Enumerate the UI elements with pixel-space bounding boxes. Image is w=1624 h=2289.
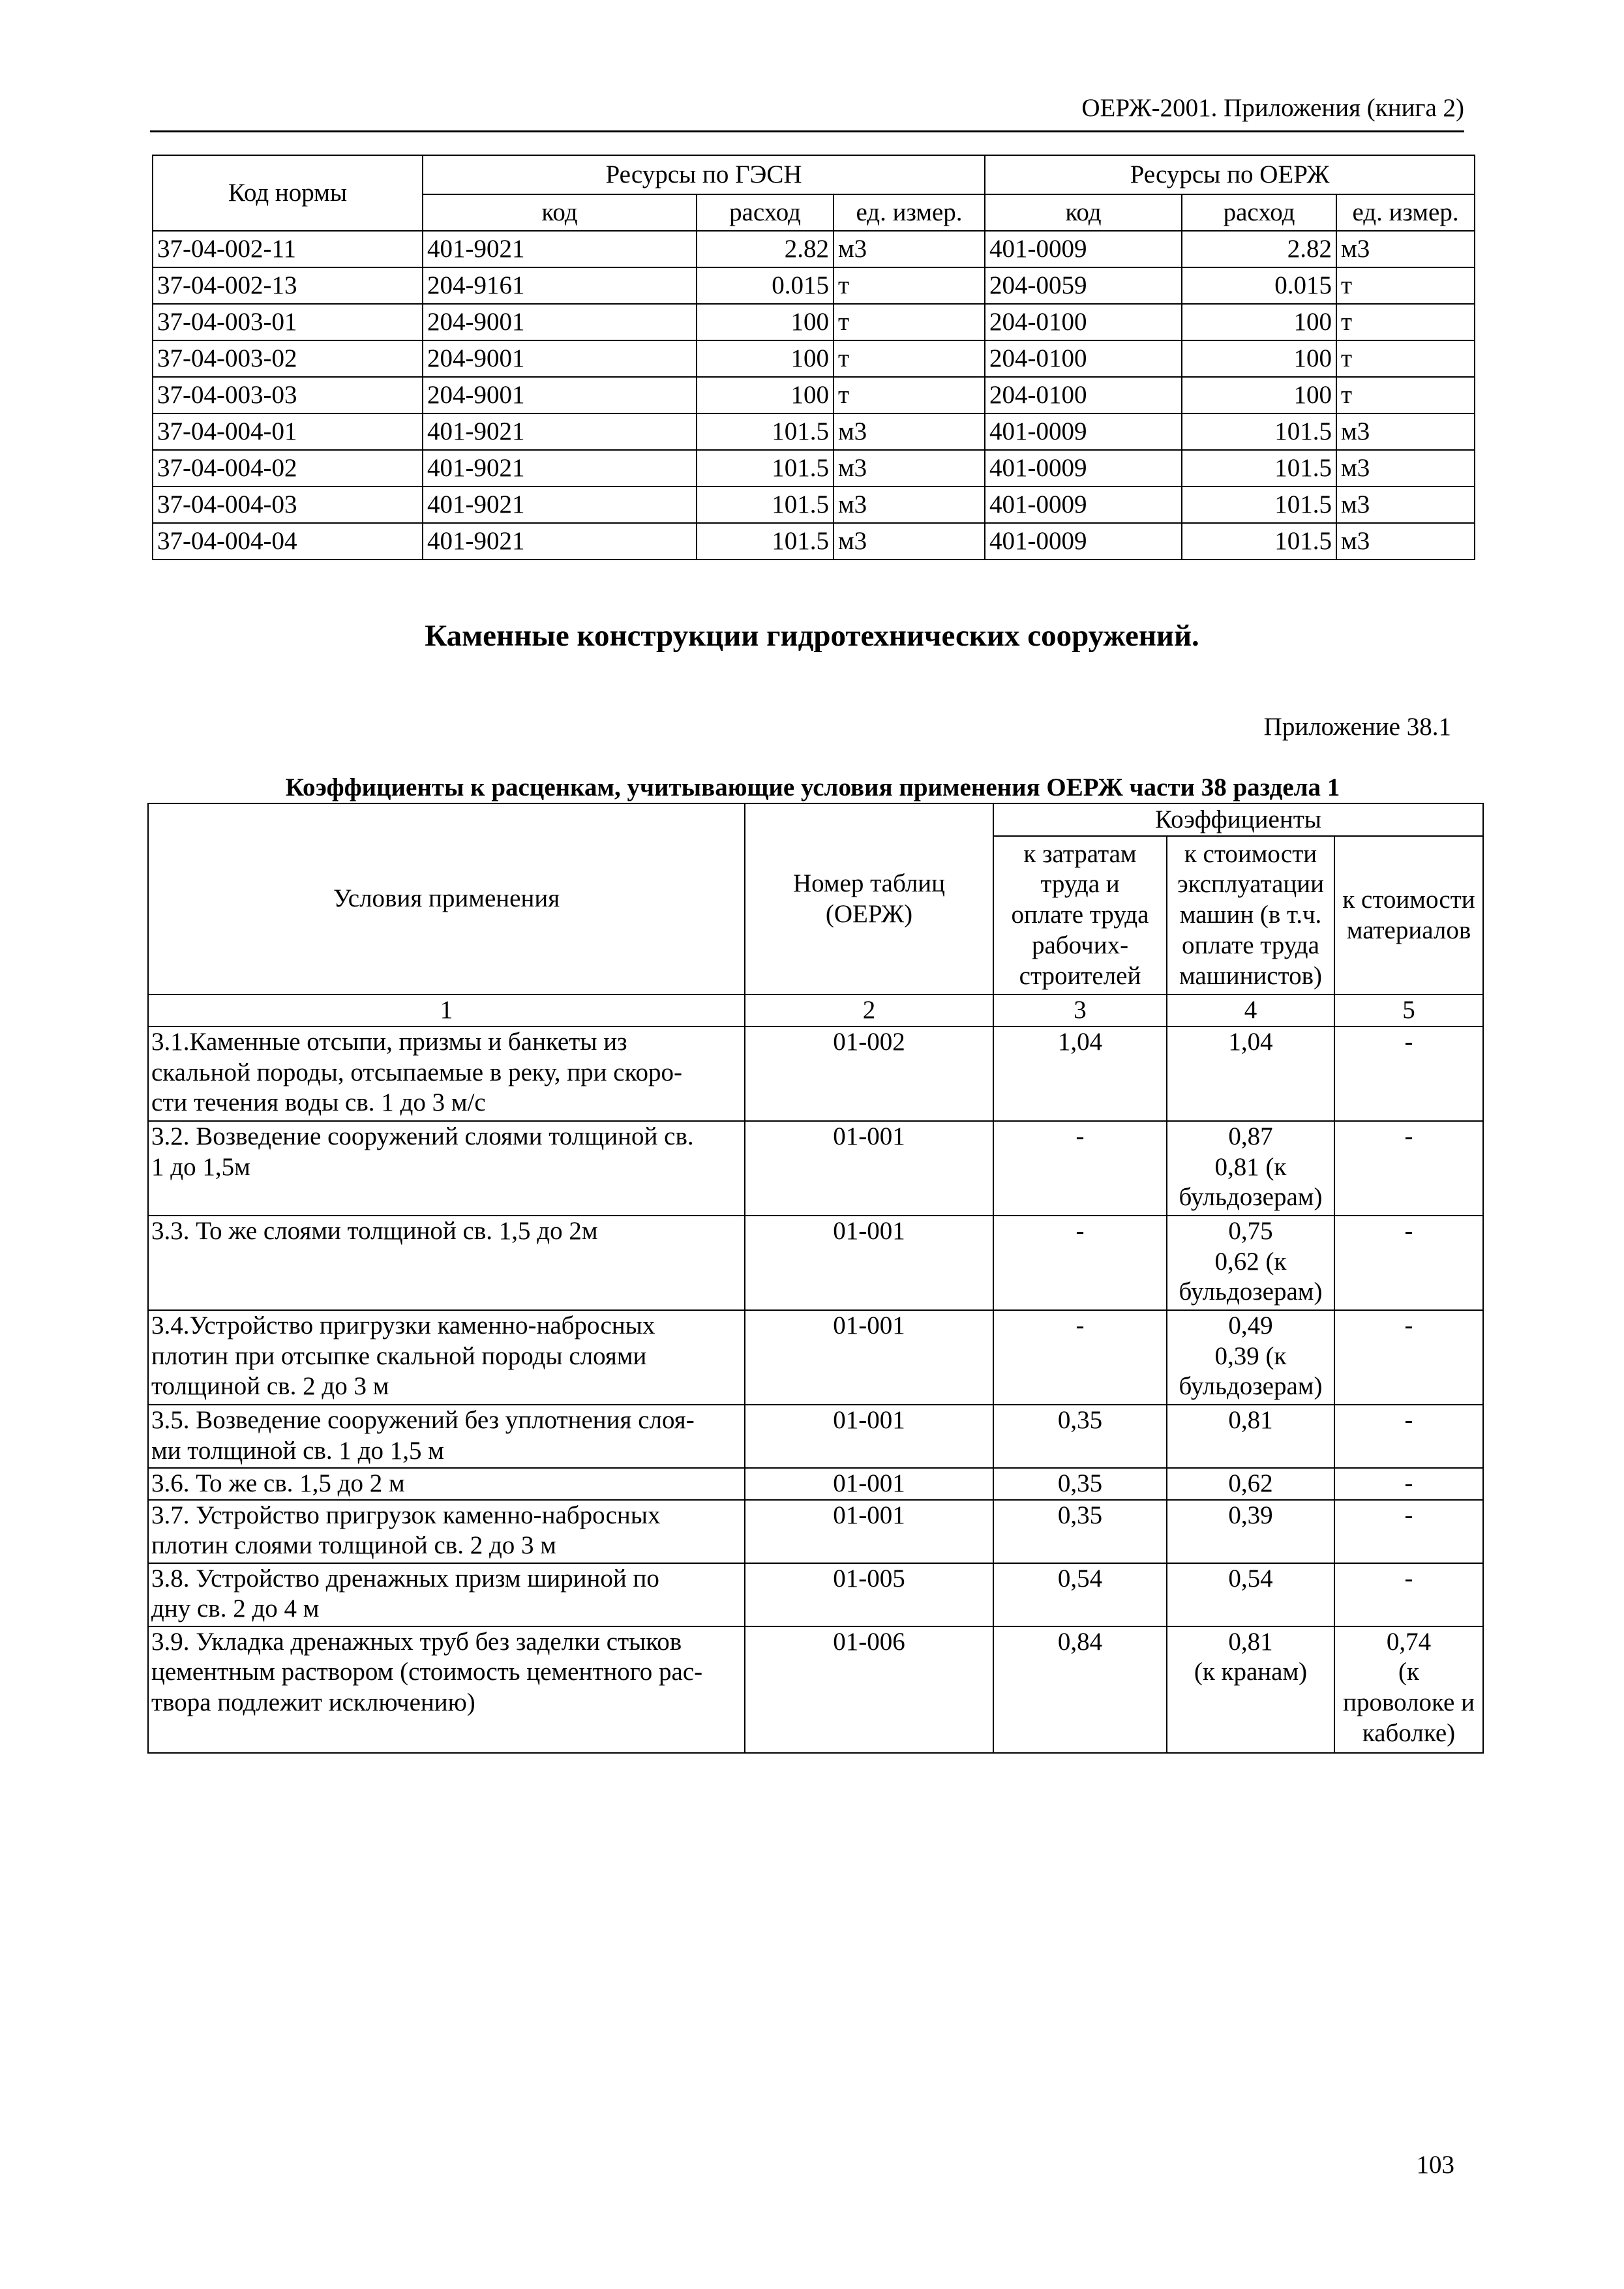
- gesn-amount-cell: 101.5: [697, 486, 834, 523]
- labor-coef-cell: -: [993, 1121, 1167, 1216]
- table-number-cell: 01-001: [745, 1500, 993, 1563]
- condition-cell: [148, 1026, 745, 1121]
- materials-coef-cell: [1334, 1500, 1483, 1563]
- oerzh-code-cell: 401-0009: [985, 231, 1182, 267]
- machines-coef-cell: [1167, 1626, 1334, 1753]
- gesn-code-cell: 401-9021: [423, 231, 697, 267]
- oerzh-unit-cell: т: [1336, 377, 1475, 413]
- condition-cell: [148, 1626, 745, 1753]
- section-title: Каменные конструкции гидротехнических сооружений.: [425, 619, 1199, 653]
- col-header-code: Код нормы: [153, 155, 423, 231]
- condition-cell: [148, 1468, 745, 1500]
- machines-coef-cell: [1167, 1468, 1334, 1500]
- gesn-unit-cell: м3: [834, 413, 985, 450]
- page-number: 103: [1416, 2151, 1454, 2179]
- machines-coef-cell: [1167, 1500, 1334, 1563]
- header-line: к стоимости: [1342, 885, 1475, 914]
- gesn-amount-cell: 100: [697, 340, 834, 377]
- cell-line: плотин слоями толщиной св. 2 до 3 м: [151, 1531, 556, 1560]
- gesn-code-cell: 401-9021: [423, 486, 697, 523]
- gesn-unit-cell: т: [834, 267, 985, 304]
- cell-line: 3.6. То же св. 1,5 до 2 м: [151, 1469, 405, 1497]
- header-line: труда и: [1040, 870, 1120, 899]
- cell-line: -: [1404, 1311, 1413, 1339]
- header-line: к стоимости: [1184, 839, 1317, 868]
- header-line: оплате труда: [1011, 901, 1149, 929]
- appendix-label: Приложение 38.1: [1263, 713, 1451, 741]
- machines-coef-cell: [1167, 1216, 1334, 1310]
- oerzh-amount-cell: 101.5: [1182, 413, 1336, 450]
- oerzh-code-cell: 401-0009: [985, 450, 1182, 486]
- cell-line: 0,54: [1228, 1564, 1273, 1593]
- table-row: [153, 450, 1475, 486]
- cell-line: 3.4.Устройство пригрузки каменно-набросных: [151, 1311, 655, 1339]
- labor-coef-cell: -: [993, 1216, 1167, 1310]
- oerzh-amount-cell: 101.5: [1182, 486, 1336, 523]
- oerzh-amount-cell: 100: [1182, 340, 1336, 377]
- oerzh-unit-cell: м3: [1336, 486, 1475, 523]
- labor-coef-cell: 0,84: [993, 1626, 1167, 1753]
- gesn-unit-cell: м3: [834, 523, 985, 560]
- table-row: [148, 1500, 1483, 1563]
- table-row: [148, 1626, 1483, 1753]
- gesn-amount-cell: 0.015: [697, 267, 834, 304]
- gesn-code-cell: 401-9021: [423, 413, 697, 450]
- oerzh-code-cell: 204-0100: [985, 377, 1182, 413]
- materials-coef-cell: [1334, 1405, 1483, 1468]
- cell-line: 0,39: [1228, 1501, 1273, 1529]
- gesn-code-cell: 401-9021: [423, 523, 697, 560]
- table-number-cell: 01-001: [745, 1310, 993, 1405]
- oerzh-unit-cell: м3: [1336, 450, 1475, 486]
- condition-cell: [148, 1405, 745, 1468]
- col-number: 5: [1334, 995, 1483, 1026]
- oerzh-unit-cell: т: [1336, 304, 1475, 340]
- col-number: 2: [745, 995, 993, 1026]
- cell-line: -: [1404, 1216, 1413, 1245]
- cell-line: (к: [1398, 1658, 1419, 1686]
- subheader-rashod: расход: [1182, 194, 1336, 231]
- header-rule: [150, 130, 1464, 132]
- table-number-cell: 01-001: [745, 1121, 993, 1216]
- table-row: [153, 267, 1475, 304]
- labor-coef-cell: -: [993, 1310, 1167, 1405]
- norm-code-cell: 37-04-003-02: [153, 340, 423, 377]
- materials-coef-cell: [1334, 1121, 1483, 1216]
- machines-coef-cell: [1167, 1310, 1334, 1405]
- subheader-kod: код: [985, 194, 1182, 231]
- table-number-cell: 01-005: [745, 1563, 993, 1626]
- labor-coef-cell: 0,35: [993, 1468, 1167, 1500]
- header-line: рабочих-: [1031, 931, 1129, 959]
- cell-line: плотин при отсыпке скальной породы слоями: [151, 1341, 647, 1370]
- cell-line: дну св. 2 до 4 м: [151, 1594, 320, 1623]
- subheader-kod: код: [423, 194, 697, 231]
- col-header-materials: [1334, 836, 1483, 995]
- col-number: 3: [993, 995, 1167, 1026]
- norm-code-cell: 37-04-003-01: [153, 304, 423, 340]
- table-row: [153, 486, 1475, 523]
- cell-line: сти течения воды св. 1 до 3 м/с: [151, 1088, 486, 1117]
- table-row: [153, 523, 1475, 560]
- gesn-unit-cell: м3: [834, 231, 985, 267]
- table-number-cell: 01-002: [745, 1026, 993, 1121]
- machines-coef-cell: [1167, 1405, 1334, 1468]
- cell-line: бульдозерам): [1179, 1372, 1323, 1401]
- cell-line: 1 до 1,5м: [151, 1152, 250, 1181]
- cell-line: твора подлежит исключению): [151, 1688, 475, 1717]
- header-line: оплате труда: [1182, 931, 1319, 959]
- table-row: [148, 1310, 1483, 1405]
- table-number-cell: 01-001: [745, 1468, 993, 1500]
- machines-coef-cell: [1167, 1026, 1334, 1121]
- subheader-unit: ед. измер.: [1336, 194, 1475, 231]
- gesn-unit-cell: т: [834, 340, 985, 377]
- cell-line: 0,87: [1228, 1122, 1273, 1150]
- oerzh-code-cell: 401-0009: [985, 413, 1182, 450]
- gesn-unit-cell: м3: [834, 450, 985, 486]
- table-row: [153, 304, 1475, 340]
- table-number-cell: 01-001: [745, 1216, 993, 1310]
- oerzh-amount-cell: 101.5: [1182, 523, 1336, 560]
- gesn-code-cell: 204-9001: [423, 304, 697, 340]
- cell-line: 0,75: [1228, 1216, 1273, 1245]
- header-line: эксплуатации: [1177, 870, 1325, 899]
- gesn-unit-cell: т: [834, 304, 985, 340]
- cell-line: 0,49: [1228, 1311, 1273, 1339]
- cell-line: цементным раствором (стоимость цементного рас-: [151, 1658, 703, 1686]
- group-header-coefficients: Коэффициенты: [993, 803, 1483, 836]
- norm-code-cell: 37-04-004-04: [153, 523, 423, 560]
- cell-line: 3.3. То же слоями толщиной св. 1,5 до 2м: [151, 1216, 598, 1245]
- cell-line: -: [1404, 1405, 1413, 1434]
- table-caption: Коэффициенты к расценкам, учитывающие условия применения ОЕРЖ части 38 раздела 1: [285, 773, 1340, 801]
- condition-cell: [148, 1216, 745, 1310]
- table-row: [153, 231, 1475, 267]
- oerzh-amount-cell: 2.82: [1182, 231, 1336, 267]
- condition-cell: [148, 1310, 745, 1405]
- header-line: материалов: [1346, 916, 1471, 944]
- gesn-amount-cell: 101.5: [697, 413, 834, 450]
- subheader-unit: ед. измер.: [834, 194, 985, 231]
- col-number: 4: [1167, 995, 1334, 1026]
- cell-line: 0,39 (к: [1214, 1341, 1287, 1370]
- norm-code-cell: 37-04-004-02: [153, 450, 423, 486]
- gesn-amount-cell: 101.5: [697, 450, 834, 486]
- cell-line: -: [1404, 1564, 1413, 1593]
- oerzh-amount-cell: 100: [1182, 304, 1336, 340]
- oerzh-code-cell: 204-0100: [985, 304, 1182, 340]
- header-line: к затратам: [1023, 839, 1137, 868]
- cell-line: 3.8. Устройство дренажных призм шириной по: [151, 1564, 659, 1593]
- cell-line: бульдозерам): [1179, 1278, 1323, 1306]
- materials-coef-cell: [1334, 1468, 1483, 1500]
- gesn-amount-cell: 100: [697, 377, 834, 413]
- gesn-amount-cell: 101.5: [697, 523, 834, 560]
- materials-coef-cell: [1334, 1626, 1483, 1753]
- cell-line: скальной породы, отсыпаемые в реку, при скоро-: [151, 1058, 683, 1086]
- oerzh-code-cell: 401-0009: [985, 486, 1182, 523]
- col-header-machines: [1167, 836, 1334, 995]
- table-row: [148, 1563, 1483, 1626]
- subheader-rashod: расход: [697, 194, 834, 231]
- oerzh-unit-cell: т: [1336, 267, 1475, 304]
- oerzh-unit-cell: м3: [1336, 413, 1475, 450]
- col-header-labor: [993, 836, 1167, 995]
- oerzh-unit-cell: т: [1336, 340, 1475, 377]
- norm-code-cell: 37-04-004-01: [153, 413, 423, 450]
- oerzh-unit-cell: м3: [1336, 523, 1475, 560]
- cell-line: -: [1404, 1027, 1413, 1056]
- cell-line: 0,62 (к: [1214, 1247, 1287, 1276]
- cell-line: 0,81: [1228, 1627, 1273, 1656]
- oerzh-amount-cell: 0.015: [1182, 267, 1336, 304]
- labor-coef-cell: 0,35: [993, 1405, 1167, 1468]
- cell-line: -: [1404, 1501, 1413, 1529]
- materials-coef-cell: [1334, 1310, 1483, 1405]
- col-header-table-number: [745, 803, 993, 995]
- cell-line: 3.7. Устройство пригрузок каменно-набросных: [151, 1501, 661, 1529]
- coefficients-table: [147, 803, 1484, 1754]
- cell-line: 0,81 (к: [1214, 1152, 1287, 1181]
- cell-line: (к кранам): [1194, 1658, 1308, 1686]
- cell-line: 0,62: [1228, 1469, 1273, 1497]
- gesn-code-cell: 204-9161: [423, 267, 697, 304]
- norm-code-cell: 37-04-002-11: [153, 231, 423, 267]
- gesn-unit-cell: м3: [834, 486, 985, 523]
- cell-line: 0,74: [1386, 1627, 1432, 1656]
- oerzh-code-cell: 204-0059: [985, 267, 1182, 304]
- cell-line: каболке): [1362, 1718, 1456, 1747]
- gesn-code-cell: 204-9001: [423, 377, 697, 413]
- materials-coef-cell: [1334, 1216, 1483, 1310]
- header-line: строителей: [1019, 961, 1141, 990]
- oerzh-code-cell: 401-0009: [985, 523, 1182, 560]
- oerzh-amount-cell: 100: [1182, 377, 1336, 413]
- header-line: Номер таблиц: [792, 869, 946, 897]
- resources-table: [152, 155, 1475, 560]
- oerzh-amount-cell: 101.5: [1182, 450, 1336, 486]
- gesn-amount-cell: 100: [697, 304, 834, 340]
- oerzh-code-cell: 204-0100: [985, 340, 1182, 377]
- cell-line: ми толщиной св. 1 до 1,5 м: [151, 1436, 444, 1465]
- oerzh-unit-cell: м3: [1336, 231, 1475, 267]
- group-header-oerzh: Ресурсы по ОЕРЖ: [985, 155, 1475, 194]
- machines-coef-cell: [1167, 1563, 1334, 1626]
- labor-coef-cell: 0,54: [993, 1563, 1167, 1626]
- header-line: машин (в т.ч.: [1179, 901, 1322, 929]
- gesn-code-cell: 401-9021: [423, 450, 697, 486]
- group-header-gesn: Ресурсы по ГЭСН: [423, 155, 985, 194]
- table-row: [153, 377, 1475, 413]
- header-line: машинистов): [1179, 961, 1323, 990]
- gesn-amount-cell: 2.82: [697, 231, 834, 267]
- cell-line: 0,81: [1228, 1405, 1273, 1434]
- table-row: [148, 1405, 1483, 1468]
- condition-cell: [148, 1563, 745, 1626]
- norm-code-cell: 37-04-003-03: [153, 377, 423, 413]
- cell-line: проволоке и: [1343, 1688, 1475, 1717]
- labor-coef-cell: 1,04: [993, 1026, 1167, 1121]
- gesn-code-cell: 204-9001: [423, 340, 697, 377]
- cell-line: 3.9. Укладка дренажных труб без заделки стыков: [151, 1627, 682, 1656]
- table-number-cell: 01-001: [745, 1405, 993, 1468]
- materials-coef-cell: [1334, 1026, 1483, 1121]
- cell-line: толщиной св. 2 до 3 м: [151, 1372, 389, 1401]
- col-number: 1: [148, 995, 745, 1026]
- norm-code-cell: 37-04-002-13: [153, 267, 423, 304]
- table-row: [148, 1026, 1483, 1121]
- cell-line: 3.2. Возведение сооружений слоями толщиной св.: [151, 1122, 694, 1150]
- table-row: [148, 1216, 1483, 1310]
- table-row: [153, 413, 1475, 450]
- table-row: [148, 1468, 1483, 1500]
- cell-line: 3.5. Возведение сооружений без уплотнения слоя-: [151, 1405, 695, 1434]
- norm-code-cell: 37-04-004-03: [153, 486, 423, 523]
- materials-coef-cell: [1334, 1563, 1483, 1626]
- table-row: [148, 1121, 1483, 1216]
- running-header: ОЕРЖ-2001. Приложения (книга 2): [1081, 94, 1464, 122]
- labor-coef-cell: 0,35: [993, 1500, 1167, 1563]
- machines-coef-cell: [1167, 1121, 1334, 1216]
- col-header-conditions: Условия применения: [148, 803, 745, 995]
- table-row: [153, 340, 1475, 377]
- gesn-unit-cell: т: [834, 377, 985, 413]
- cell-line: 3.1.Каменные отсыпи, призмы и банкеты из: [151, 1027, 627, 1056]
- cell-line: бульдозерам): [1179, 1183, 1323, 1212]
- cell-line: -: [1404, 1469, 1413, 1497]
- cell-line: 1,04: [1228, 1027, 1273, 1056]
- header-line: (ОЕРЖ): [825, 899, 913, 928]
- cell-line: -: [1404, 1122, 1413, 1150]
- condition-cell: [148, 1500, 745, 1563]
- table-number-cell: 01-006: [745, 1626, 993, 1753]
- condition-cell: [148, 1121, 745, 1216]
